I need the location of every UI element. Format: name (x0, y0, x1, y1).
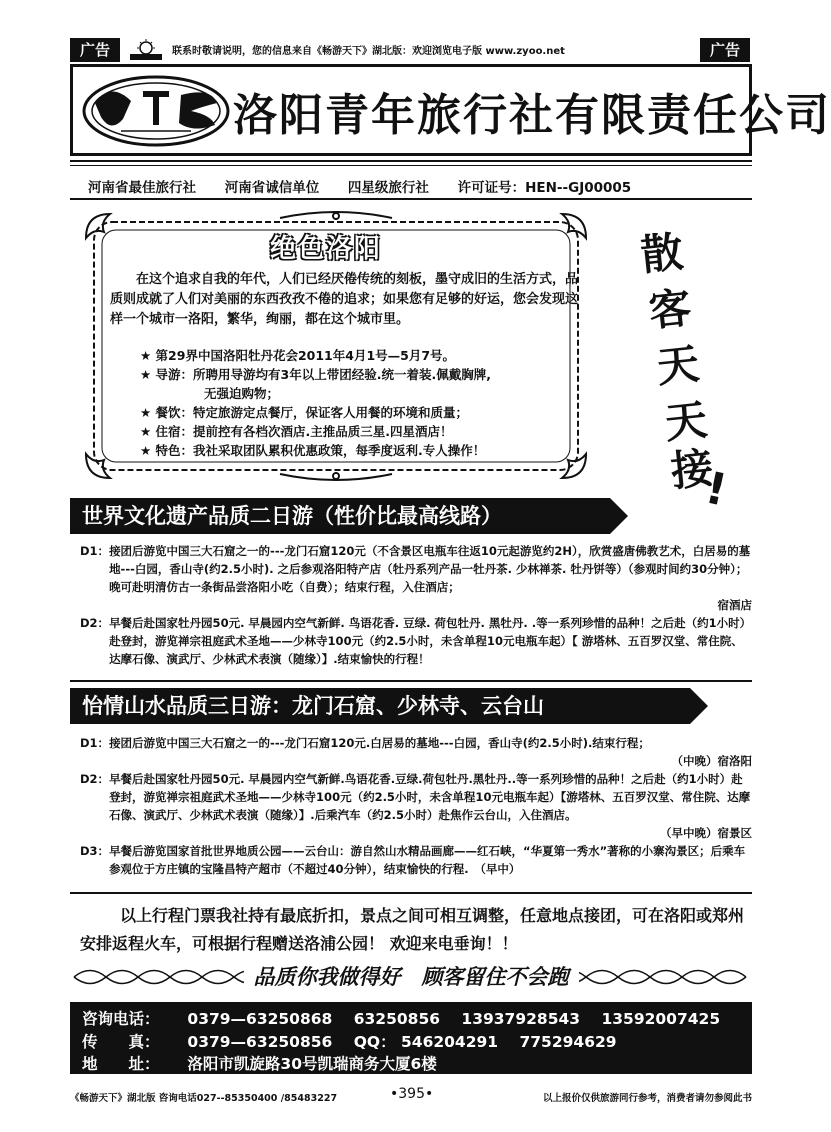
phone-2: 63250856 (353, 1010, 441, 1028)
address-label: 地 址： (82, 1055, 160, 1073)
company-name: 洛阳青年旅行社有限责任公司 (233, 90, 831, 141)
magazine-logo-icon (126, 39, 166, 61)
credentials-rule (70, 198, 752, 200)
credential-four-star: 四星级旅行社 (347, 180, 429, 196)
section-divider (70, 680, 752, 682)
ad-tag-left: 广告 (70, 38, 120, 62)
qq-label: QQ： (353, 1033, 396, 1051)
phone-label: 咨询电话： (82, 1010, 160, 1028)
feature-title: 绝色洛阳 (270, 234, 383, 264)
tour1-day1 (80, 542, 752, 614)
day-text: 接团后游览中国三大石窟之一的---龙门石窟120元.白居易的墓地---白园，香山寺(约2.5小时).结束行程； (109, 736, 650, 750)
slogan-char-2: 客 (646, 282, 694, 337)
ad-tag-right: 广告 (700, 38, 750, 62)
footer-left: 《畅游天下》湖北版 咨询电话027--85350400 /85483227 (70, 1093, 338, 1104)
day-text: 早餐后赴国家牡丹园50元. 早晨园内空气新鲜. 鸟语花香. 豆绿. 荷包牡丹. 黑牡丹. .等一系列珍惜的品种！之后赴（约1小时）赴登封，游览禅宗祖庭武术圣地——少林寺100元（约2.5小时，未含单程10元电瓶车起）【 游塔林、五百罗汉堂、常住院、达摩石像、演武厅、少林武术表演（随缘）】.结束愉快的行程！ (109, 616, 752, 666)
motto-text: 品质你我做得好 顾客留住不会跑 (244, 964, 579, 989)
slogan-char-4: 天 (662, 394, 710, 449)
phone-1: 0379—63250868 (187, 1010, 333, 1028)
page-footer (70, 1086, 752, 1106)
credentials-line (88, 176, 748, 196)
bullet-peony-festival: ★ 第29界中国洛阳牡丹花会2011年4月1号—5月7号。 (140, 348, 456, 363)
day-label: D2： (80, 772, 110, 786)
slogan-char-5: 接 (668, 442, 716, 497)
tour2-day1 (80, 734, 752, 770)
tour1-day2 (80, 614, 752, 668)
day-label: D2： (80, 616, 110, 630)
day-lodging: 宿酒店 (717, 598, 752, 612)
tour1-banner: 世界文化遗产品质二日游（性价比最高线路） (70, 498, 610, 534)
slogan-char-3: 天 (654, 338, 702, 393)
tour2-day2 (80, 770, 752, 842)
phone-4: 13592007425 (601, 1010, 721, 1028)
contact-phone-row (82, 1007, 736, 1029)
bullet-guide: ★ 导游：所聘用导游均有3年以上带团经验.统一着装.佩戴胸牌, (140, 367, 492, 382)
credential-integrity: 河南省诚信单位 (224, 180, 320, 196)
day-label: D1： (80, 544, 110, 558)
tour1-itinerary (80, 542, 752, 668)
qq-2: 775294629 (519, 1033, 617, 1051)
tour2-day3 (80, 842, 752, 878)
feature-bullets (140, 346, 580, 460)
slogan-exclaim: ! (700, 462, 732, 517)
contact-address-row (82, 1052, 453, 1074)
slogan-char-1: 散 (638, 226, 686, 281)
address: 洛阳市凯旋路30号凯瑞商务大厦6楼 (187, 1055, 437, 1073)
bullet-dining: ★ 餐饮：特定旅游定点餐厅，保证客人用餐的环境和质量； (140, 405, 469, 420)
day-lodging: （早中晚）宿景区 (660, 826, 752, 840)
bullet-lodging: ★ 住宿：提前控有各档次酒店.主推品质三星.四星酒店！ (140, 424, 453, 439)
day-text: 接团后游览中国三大石窟之一的---龙门石窟120元（不含景区电瓶车往返10元起游览约2H），欣赏盛唐佛教艺术，白居易的墓地---白园，香山寺(约2.5小时). 之后参观洛阳特产店（牡丹系列产品一牡丹茶. 少林禅茶. 牡丹饼等）（参观时间约30分钟）；晚可赴明清仿古一条街品尝洛阳小吃（自费）；结束行程，入住酒店； (109, 544, 751, 594)
day-text: 早餐后赴国家牡丹园50元. 早晨园内空气新鲜.鸟语花香.豆绿.荷包牡丹.黑牡丹..等一系列珍惜的品种！之后赴（约1小时）赴登封，游览禅宗祖庭武术圣地——少林寺100元（约2.5小时，未含单程10元电瓶车起）【游塔林、五百罗汉堂、常住院、达摩石像、演武厅、少林武术表演（随缘）】.后乘汽车（约2.5小时）赴焦作云台山，入住酒店。 (109, 772, 751, 822)
phone-3: 13937928543 (461, 1010, 581, 1028)
credential-license: 许可证号：HEN--GJ00005 (457, 180, 632, 196)
vertical-slogan (632, 220, 732, 517)
bullet-features: ★ 特色：我社采取团队累积优惠政策，每季度返利.专人操作！ (140, 443, 486, 458)
header-rule (70, 160, 752, 166)
day-text: 早餐后游览国家首批世界地质公园——云台山：游自然山水精品画廊——红石峡，“华夏第一秀水”著称的小寨沟景区；后乘车参观位于方庄镇的宝隆昌特产超市（不超过40分钟），结束愉快的行程. （早中） (109, 844, 746, 876)
day-lodging: （中晚）宿洛阳 (671, 754, 752, 768)
footer-right: 以上报价仅供旅游同行参考，消费者请勿参阅此书 (542, 1093, 752, 1104)
qq-1: 546204291 (401, 1033, 499, 1051)
section-divider (70, 892, 752, 894)
day-label: D3： (80, 844, 110, 858)
contact-block (70, 1002, 752, 1074)
motto (70, 962, 752, 992)
top-notice: 联系时敬请说明，您的信息来自《畅游天下》湖北版：欢迎浏览电子版 www.zyoo.net (172, 46, 565, 57)
credential-best-agency: 河南省最佳旅行社 (88, 180, 196, 196)
fax-label: 传 真： (82, 1033, 160, 1051)
fax-number: 0379—63250856 (187, 1033, 333, 1051)
header-box (70, 64, 831, 156)
day-label: D1： (80, 736, 110, 750)
closing-note: 以上行程门票我社持有最底折扣，景点之间可相互调整，任意地点接团，可在洛阳或郑州安排返程火车，可根据行程赠送洛浦公园！ 欢迎来电垂询！！ (80, 906, 745, 953)
contact-fax-row (82, 1030, 633, 1052)
feature-intro: 在这个追求自我的年代，人们已经厌倦传统的刻板，墨守成旧的生活方式，品质则成就了人们对美丽的东西孜孜不倦的追求；如果您有足够的好运，您会发现这样一个城市一洛阳，繁华，绚丽，都在这个城市里。 (110, 272, 579, 327)
tour2-banner: 怡情山水品质三日游：龙门石窟、少林寺、云台山 (70, 688, 690, 724)
tour2-itinerary (80, 734, 752, 878)
top-strip (70, 38, 750, 62)
bullet-guide-cont: 无强迫购物； (204, 386, 280, 401)
company-logo (81, 73, 231, 149)
page-number: •395• (390, 1086, 434, 1102)
